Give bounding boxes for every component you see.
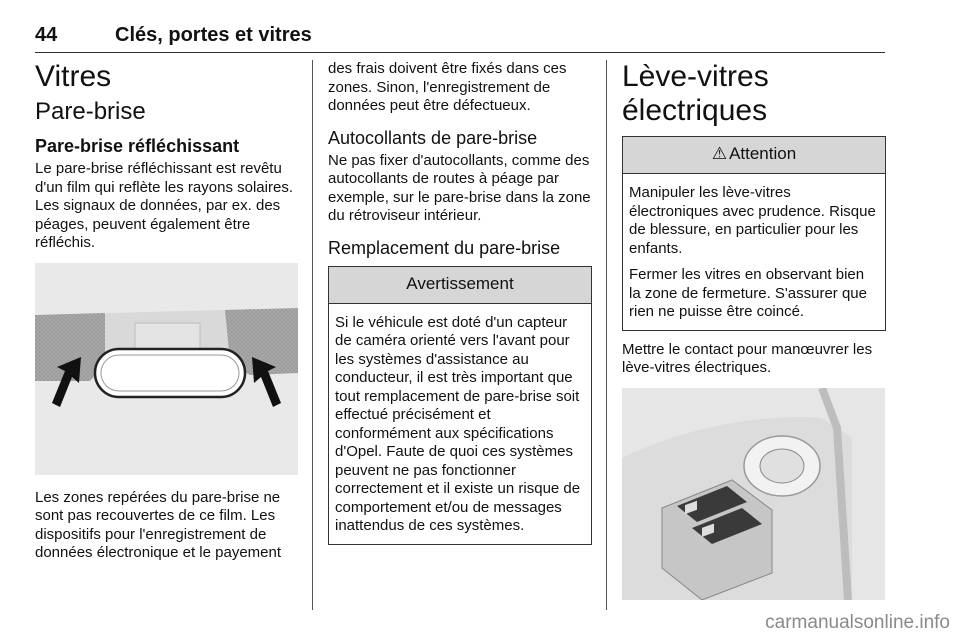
section-title: Vitres: [35, 60, 112, 93]
warning-text: Si le véhicule est doté d'un capteur de caméra orienté vers l'avant pour les systèmes d'assistance au conducteur, il est très important que tout remplacement de pare-brise soit effectué précisément et conformément aux spécifications d'Opel. Faute de quoi ces systèmes peuvent ne pas fonctionner correctement et il existe un risque de comportement et/ou de messages inattendus de ces systèmes.: [335, 313, 581, 534]
attention-text: Fermer les vitres en observant bien la zone de fermeture. S'assurer que rien ne puisse être coincé.: [629, 266, 867, 320]
column-divider: [312, 60, 313, 610]
column-divider: [606, 60, 607, 610]
column-3: [622, 60, 886, 600]
paragraph: Les zones repérées du pare-brise ne sont pas recouvertes de ce film. Les dispositifs pour l'enregistrement de données électronique et le payement: [35, 488, 282, 561]
column-2: [328, 60, 592, 555]
attention-box-header: [623, 137, 885, 174]
attention-box-title: Attention: [729, 144, 797, 163]
subsection-heading: Autocollants de pare-brise: [328, 127, 538, 148]
column-1: [35, 60, 298, 573]
chapter-title: Clés, portes et vitres: [115, 24, 312, 46]
subsection-heading: Pare-brise réfléchissant: [35, 136, 240, 156]
subsection-heading: Remplacement du pare-brise: [328, 237, 561, 258]
attention-text: Manipuler les lève-vitres électroniques avec prudence. Risque de blessure, en particulier pour les enfants.: [629, 184, 876, 257]
windshield-mirror-illustration: [35, 263, 298, 475]
watermark: carmanualsonline.info: [765, 612, 950, 633]
paragraph: Le pare-brise réfléchissant est revêtu d'un film qui reflète les rayons solaires. Les signaux de données, par ex. des péages, peuvent également être réfléchis.: [35, 160, 293, 251]
section-heading: Pare-brise: [35, 98, 146, 125]
windshield-mirror-graphic: [35, 263, 298, 475]
warning-triangle-icon: ⚠: [711, 144, 728, 163]
section-title: Lève-vitres électriques: [622, 60, 769, 127]
paragraph: Ne pas fixer d'autocollants, comme des autocollants de routes à péage par exemple, sur le pare-brise dans la zone du rétroviseur intérieur.: [328, 151, 591, 224]
window-switch-illustration: [622, 388, 885, 600]
page-header: [35, 22, 885, 53]
paragraph: Mettre le contact pour manœuvrer les lève-vitres électriques.: [622, 340, 873, 376]
warning-box-body: [329, 304, 591, 536]
paragraph: des frais doivent être fixés dans ces zones. Sinon, l'enregistrement de données peut être défectueux.: [328, 60, 567, 114]
warning-box: [328, 266, 592, 545]
warning-box-title: Avertissement: [329, 267, 591, 304]
attention-box: [622, 136, 886, 331]
page-number: 44: [35, 24, 58, 46]
window-switch-graphic: [622, 388, 885, 600]
attention-box-body: [623, 174, 885, 322]
